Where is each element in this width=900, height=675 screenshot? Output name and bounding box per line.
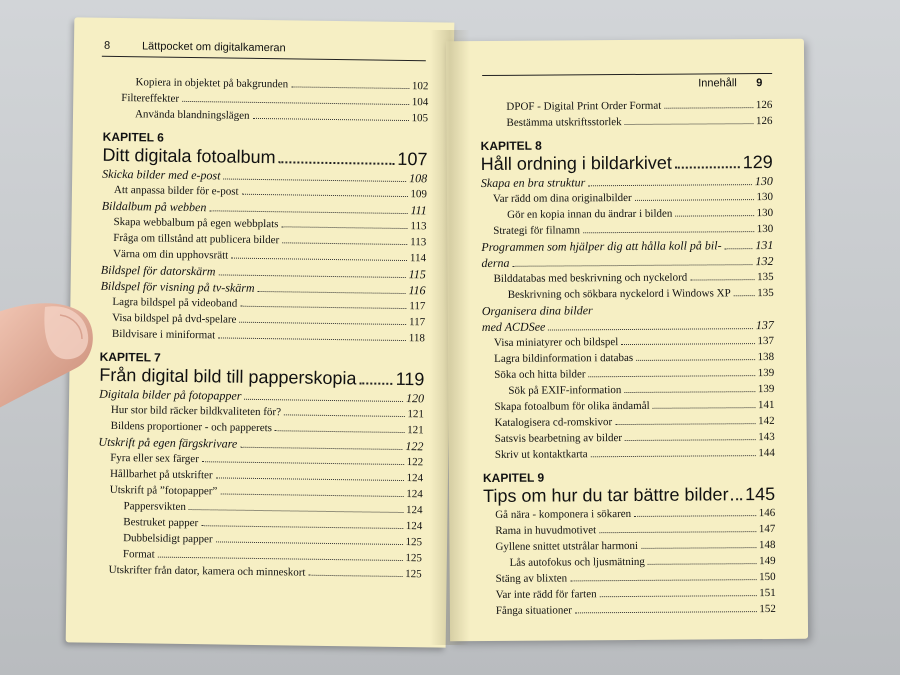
toc-entry-title: derna <box>481 255 510 271</box>
toc-entry-page: 114 <box>409 252 427 265</box>
toc-entry-page: 107 <box>397 148 428 170</box>
dot-leader <box>648 563 756 565</box>
toc-entry-page: 115 <box>408 267 426 282</box>
toc-entry-page: 137 <box>755 317 774 333</box>
dot-leader <box>201 525 403 529</box>
toc-entry-title: Digitala bilder på fotopapper <box>99 386 242 403</box>
toc-entry-title: Fyra eller sex färger <box>110 451 199 466</box>
dot-leader <box>209 210 407 214</box>
dot-leader <box>589 375 755 377</box>
chapter-title-row <box>483 483 775 507</box>
toc-entry-page: 125 <box>405 552 422 565</box>
toc-entry-page: 132 <box>755 253 774 269</box>
toc-entry-title: Att anpassa bilder för e-post <box>113 183 239 198</box>
dot-leader <box>624 391 754 393</box>
toc-entry-title: Utskrifter från dator, kamera och minneskort <box>108 563 306 579</box>
toc-entry-page: 124 <box>406 488 423 501</box>
dot-leader <box>653 407 755 409</box>
toc-entry-page: 122 <box>405 439 424 454</box>
left-running-title: Lättpocket om digitalkameran <box>141 40 286 55</box>
dot-leader <box>512 264 752 267</box>
dot-leader <box>675 166 740 168</box>
toc-entry-title: Utskrift på egen färgskrivare <box>98 434 238 451</box>
dot-leader <box>664 107 753 109</box>
dot-leader <box>189 509 403 513</box>
toc-entry-title: Bildalbum på webben <box>101 198 207 215</box>
toc-entry-title: Stäng av blixten <box>495 572 568 585</box>
dot-leader <box>725 248 753 249</box>
dot-leader <box>599 531 756 533</box>
dot-leader <box>258 291 406 294</box>
dot-leader <box>182 101 409 105</box>
toc-entry-page: 113 <box>410 220 427 233</box>
toc-entry-page: 130 <box>754 173 773 189</box>
header-rule <box>482 73 772 76</box>
toc-entry-page: 131 <box>755 237 774 253</box>
toc-entry-page: 113 <box>410 236 427 249</box>
toc-entry-page: 147 <box>758 522 776 536</box>
right-page-number: 9 <box>756 77 763 90</box>
toc-entry-title: Pappersvikten <box>123 500 186 513</box>
toc-entry-page: 135 <box>757 286 774 300</box>
toc-entry-title: Bestämma utskriftsstorlek <box>506 116 622 129</box>
toc-entry <box>97 562 422 583</box>
toc-entry-title: Utskrift på ”fotopapper” <box>109 483 218 498</box>
toc-entry <box>484 601 776 619</box>
right-page <box>446 39 808 641</box>
toc-entry-title: Lås autofokus och ljusmätning <box>509 555 645 569</box>
toc-entry-page: 121 <box>407 408 424 421</box>
toc-entry-title: Bestruket papper <box>123 516 199 530</box>
dot-leader <box>548 328 753 330</box>
dot-leader <box>600 595 757 597</box>
toc-entry-page: 125 <box>405 568 422 581</box>
toc-entry-title: Ditt digitala fotoalbum <box>102 144 276 168</box>
toc-entry-page: 105 <box>411 112 429 125</box>
toc-entry-page: 117 <box>409 300 426 313</box>
toc-entry <box>100 326 425 347</box>
dot-leader <box>284 414 404 417</box>
dot-leader <box>216 541 403 545</box>
toc-entry-page: 124 <box>405 520 423 533</box>
toc-entry-title: Bildvisare i miniformat <box>111 327 216 342</box>
toc-entry-title: Hållbarhet på utskrifter <box>109 467 213 482</box>
toc-entry-title: Bilddatabas med beskrivning och nyckelord <box>493 271 688 285</box>
right-toc <box>480 97 776 619</box>
left-toc <box>97 74 429 582</box>
dot-leader <box>615 423 755 425</box>
toc-entry-title: Gå nära - komponera i sökaren <box>495 507 632 521</box>
right-running-title: Innehåll <box>698 77 737 90</box>
toc-entry-title: Dubbelsidigt papper <box>123 532 213 546</box>
dot-leader <box>158 557 403 561</box>
dot-leader <box>583 231 754 233</box>
toc-entry-title: Fråga om tillstånd att publicera bilder <box>113 231 280 247</box>
chapter-label: KAPITEL 9 <box>482 470 545 486</box>
toc-entry-title: Värna om din upphovsrätt <box>112 247 229 262</box>
toc-entry-page: 148 <box>758 538 776 552</box>
toc-entry-title: Visa bildspel på dvd-spelare <box>112 311 237 326</box>
toc-entry-title: Programmen som hjälper dig att hålla koll på bil- <box>481 238 722 255</box>
toc-entry-title: Katalogisera cd-romskivor <box>494 416 613 429</box>
toc-entry-title: Skapa webbalbum på egen webbplats <box>113 215 279 231</box>
toc-entry-page: 130 <box>756 190 774 204</box>
dot-leader <box>690 279 754 280</box>
dot-leader <box>575 611 756 613</box>
toc-entry-page: 130 <box>756 222 774 236</box>
toc-entry-title: Skapa fotoalbum för olika ändamål <box>494 399 650 413</box>
toc-entry-page: 152 <box>759 602 776 616</box>
toc-entry-page: 150 <box>759 570 776 584</box>
toc-entry-page: 149 <box>759 554 776 568</box>
toc-entry-title: Satsvis bearbetning av bilder <box>494 432 623 445</box>
toc-entry-title: Organisera dina bilder <box>481 303 593 319</box>
dot-leader <box>570 579 756 581</box>
toc-entry-page: 117 <box>408 316 426 329</box>
toc-entry-title: Bildspel för datorskärm <box>100 262 216 279</box>
toc-entry-title: Söka och hitta bilder <box>494 368 586 381</box>
toc-entry-page: 120 <box>406 391 425 406</box>
toc-entry-page: 126 <box>755 114 773 128</box>
dot-leader <box>218 337 406 341</box>
dot-leader <box>635 199 754 201</box>
dot-leader <box>625 123 753 125</box>
toc-entry-title: Kopiera in objektet på bakgrunden <box>135 76 289 91</box>
toc-entry-title: Tips om hur du tar bättre bilder <box>483 484 729 507</box>
toc-entry-page: 139 <box>757 366 775 380</box>
toc-entry-page: 146 <box>758 506 776 520</box>
toc-entry-title: Gör en kopia innan du ändrar i bilden <box>507 207 673 221</box>
toc-entry-title: Visa miniatyrer och bildspel <box>493 336 619 349</box>
toc-entry-page: 129 <box>742 151 773 173</box>
toc-entry-page: 151 <box>759 586 776 600</box>
toc-entry-page: 119 <box>395 368 425 390</box>
toc-entry-page: 141 <box>757 398 775 412</box>
chapter-label: KAPITEL 8 <box>480 138 542 154</box>
dot-leader <box>308 575 402 577</box>
chapter-label: KAPITEL 6 <box>102 129 164 145</box>
toc-entry-page: 139 <box>757 382 775 396</box>
dot-leader <box>591 455 756 457</box>
toc-entry-page: 137 <box>757 334 775 348</box>
toc-entry-title: Skapa en bra struktur <box>480 175 586 191</box>
left-page-number: 8 <box>103 39 111 52</box>
dot-leader <box>275 430 404 433</box>
left-page <box>66 17 455 647</box>
toc-entry-page: 125 <box>405 536 423 549</box>
dot-leader <box>625 439 755 441</box>
dot-leader <box>239 322 406 325</box>
toc-entry-title: Fånga situationer <box>495 604 573 617</box>
toc-entry <box>482 285 774 303</box>
dot-leader <box>291 86 409 89</box>
toc-entry-title: Hur stor bild räcker bildkvaliteten för? <box>110 403 282 419</box>
toc-entry-page: 108 <box>409 171 428 186</box>
toc-entry-title: Var inte rädd för farten <box>495 588 597 601</box>
dot-leader <box>636 359 755 361</box>
toc-entry-page: 124 <box>406 472 424 485</box>
toc-entry-page: 138 <box>757 350 775 364</box>
dot-leader <box>675 215 753 217</box>
toc-entry-title: Rama in huvudmotivet <box>495 524 597 537</box>
toc-entry-title: Filtereffekter <box>121 92 180 105</box>
toc-entry-page: 124 <box>405 504 423 517</box>
toc-entry-title: Bildspel för visning på tv-skärm <box>100 278 255 295</box>
dot-leader <box>202 461 404 465</box>
dot-leader <box>641 547 756 549</box>
toc-entry-page: 142 <box>758 414 775 428</box>
toc-entry-page: 126 <box>755 98 773 112</box>
dot-leader <box>359 382 392 384</box>
toc-entry-page: 121 <box>407 424 424 437</box>
toc-entry-title: Från digital bild till papperskopia <box>99 364 357 389</box>
toc-entry-page: 118 <box>408 332 426 345</box>
dot-leader <box>216 477 404 481</box>
dot-leader <box>220 493 403 497</box>
dot-leader <box>278 161 394 165</box>
chapter-title-row <box>481 151 773 175</box>
dot-leader <box>231 258 407 261</box>
toc-entry-page: 102 <box>411 80 429 93</box>
toc-entry-page: 143 <box>758 430 775 444</box>
toc-entry-page: 116 <box>408 283 426 298</box>
dot-leader <box>253 118 409 121</box>
dot-leader <box>588 184 752 186</box>
toc-entry-page: 145 <box>744 483 776 505</box>
toc-entry-title: Gyllene snittet utstrålar harmoni <box>495 539 639 553</box>
dot-leader <box>244 399 403 402</box>
toc-entry <box>103 106 428 127</box>
thumb-image <box>0 295 100 420</box>
dot-leader <box>282 242 407 245</box>
toc-entry-title: med ACDSee <box>481 319 546 335</box>
dot-leader <box>281 226 407 229</box>
dot-leader <box>223 178 406 182</box>
toc-entry-title: Format <box>122 548 155 561</box>
toc-entry-page: 135 <box>757 270 774 284</box>
toc-entry-title: Bildens proportioner - och papperets <box>110 419 273 435</box>
toc-entry-title: DPOF - Digital Print Order Format <box>506 99 662 113</box>
toc-entry-title: Skicka bilder med e-post <box>102 166 221 183</box>
toc-entry-page: 122 <box>406 456 424 469</box>
toc-entry-title: Håll ordning i bildarkivet <box>480 152 672 175</box>
header-rule <box>102 56 426 62</box>
dot-leader <box>734 295 755 296</box>
dot-leader <box>242 194 408 197</box>
toc-entry-page: 104 <box>411 96 429 109</box>
toc-entry-page: 144 <box>758 446 775 460</box>
toc-entry <box>483 445 775 463</box>
toc-entry-page: 109 <box>410 188 428 201</box>
dot-leader <box>732 498 743 500</box>
toc-entry-title: Sök på EXIF-information <box>508 384 622 397</box>
toc-entry-title: Strategi för filnamn <box>493 224 581 237</box>
toc-entry-title: Skriv ut kontaktkarta <box>494 448 588 461</box>
toc-entry-title: Använda blandningslägen <box>134 108 250 122</box>
chapter-label: KAPITEL 7 <box>99 349 161 365</box>
dot-leader <box>240 447 402 450</box>
dot-leader <box>240 306 406 309</box>
toc-entry-title: Lagra bildinformation i databas <box>494 351 634 365</box>
dot-leader <box>634 515 756 517</box>
toc-entry-page: 130 <box>756 206 774 220</box>
toc-entry-page: 111 <box>410 203 427 218</box>
toc-entry <box>480 113 772 131</box>
dot-leader <box>621 343 754 345</box>
toc-entry-title: Beskrivning och sökbara nyckelord i Windows XP <box>507 287 731 301</box>
toc-entry-title: Lagra bildspel på videoband <box>112 295 238 310</box>
toc-entry-title: Var rädd om dina originalbilder <box>492 191 632 205</box>
dot-leader <box>218 274 405 278</box>
